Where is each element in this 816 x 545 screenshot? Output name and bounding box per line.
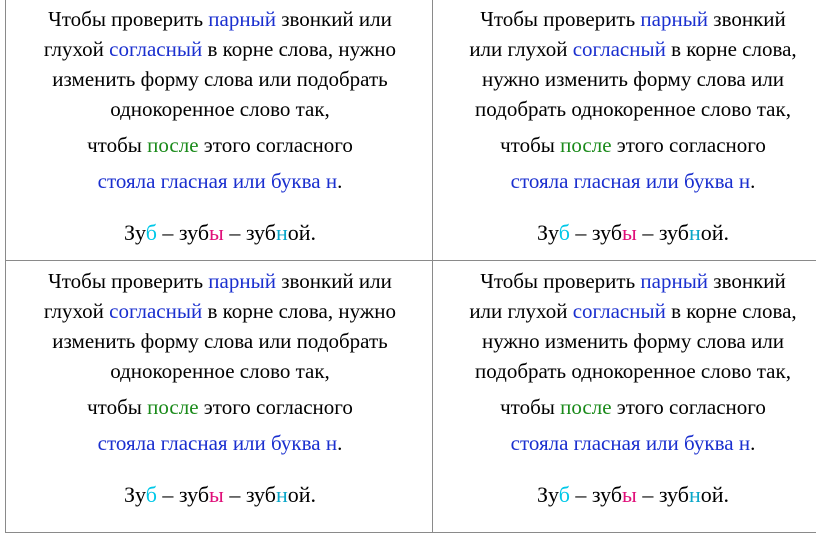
example-part: ой.: [287, 220, 317, 245]
rule-line-2: [5, 296, 435, 326]
rule-line-2: [418, 34, 816, 64]
text: Чтобы проверить: [48, 269, 209, 293]
highlight-vowel: стояла гласная или буква н: [97, 431, 338, 455]
rule-line-6: [5, 166, 435, 196]
text: .: [750, 169, 756, 193]
example-consonant: б: [558, 220, 570, 245]
rule-line-3: нужно изменить форму слова или: [481, 329, 785, 353]
example-consonant: б: [145, 220, 157, 245]
example-part: – зуб: [569, 220, 623, 245]
example-letter-n: н: [688, 482, 701, 507]
highlight-vowel: стояла гласная или буква н: [510, 169, 751, 193]
text: этого согласного: [611, 133, 766, 157]
rule-line-4: однокоренное слово так,: [110, 359, 330, 383]
highlight-after: после: [147, 133, 199, 157]
highlight-paired: парный: [640, 7, 709, 31]
rule-line-2: [5, 34, 435, 64]
text: Чтобы проверить: [480, 7, 641, 31]
text: в корне слова, нужно: [202, 299, 397, 323]
rule-line-4: однокоренное слово так,: [110, 97, 330, 121]
example-part: – зуб: [223, 482, 276, 507]
text: глухой: [43, 299, 110, 323]
rule-line-2: [418, 296, 816, 326]
text: чтобы: [87, 133, 148, 157]
text: в корне слова,: [665, 299, 797, 323]
text: .: [750, 431, 756, 455]
rule-line-3: нужно изменить форму слова или: [481, 67, 785, 91]
example-words: [5, 480, 435, 510]
text: в корне слова, нужно: [202, 37, 397, 61]
text: звонкий или: [275, 269, 392, 293]
text: чтобы: [500, 133, 561, 157]
text: или глухой: [469, 299, 573, 323]
highlight-vowel: стояла гласная или буква н: [510, 431, 751, 455]
highlight-consonant: согласный: [572, 299, 666, 323]
highlight-vowel: стояла гласная или буква н: [97, 169, 338, 193]
highlight-consonant: согласный: [109, 299, 203, 323]
example-letter-n: н: [275, 220, 288, 245]
rule-card: [5, 266, 435, 510]
rule-line-1: [5, 4, 435, 34]
rule-card: [418, 266, 816, 510]
text: чтобы: [500, 395, 561, 419]
text: Чтобы проверить: [48, 7, 209, 31]
text: звонкий: [708, 269, 786, 293]
example-part: – зуб: [569, 482, 623, 507]
text: чтобы: [87, 395, 148, 419]
example-words: [418, 480, 816, 510]
row-divider: [5, 260, 816, 261]
rule-line-5: [5, 130, 435, 160]
rule-line-5: [418, 130, 816, 160]
example-part: – зуб: [156, 220, 210, 245]
example-part: – зуб: [636, 220, 689, 245]
highlight-after: после: [560, 395, 612, 419]
rule-line-4: подобрать однокоренное слово так,: [475, 97, 791, 121]
rule-line-6: [418, 428, 816, 458]
text: Чтобы проверить: [480, 269, 641, 293]
example-part: – зуб: [156, 482, 210, 507]
text: глухой: [43, 37, 110, 61]
example-vowel: ы: [209, 220, 224, 245]
highlight-after: после: [560, 133, 612, 157]
text: или глухой: [469, 37, 573, 61]
text: .: [337, 169, 343, 193]
text: звонкий или: [275, 7, 392, 31]
rule-line-4: подобрать однокоренное слово так,: [475, 359, 791, 383]
example-vowel: ы: [622, 220, 637, 245]
rule-line-1: [418, 4, 816, 34]
example-consonant: б: [558, 482, 570, 507]
text: этого согласного: [198, 395, 353, 419]
example-part: ой.: [700, 482, 730, 507]
text: звонкий: [708, 7, 786, 31]
example-part: Зу: [536, 220, 559, 245]
example-words: [418, 218, 816, 248]
text: .: [337, 431, 343, 455]
example-letter-n: н: [275, 482, 288, 507]
rule-line-3: изменить форму слова или подобрать: [52, 67, 388, 91]
highlight-consonant: согласный: [109, 37, 203, 61]
rule-card: [418, 4, 816, 248]
rule-line-5: [5, 392, 435, 422]
rule-line-6: [418, 166, 816, 196]
example-part: Зу: [123, 220, 146, 245]
rule-line-1: [418, 266, 816, 296]
example-part: ой.: [287, 482, 317, 507]
text: этого согласного: [198, 133, 353, 157]
example-vowel: ы: [209, 482, 224, 507]
example-part: ой.: [700, 220, 730, 245]
example-part: Зу: [123, 482, 146, 507]
example-vowel: ы: [622, 482, 637, 507]
highlight-paired: парный: [208, 7, 276, 31]
rule-line-1: [5, 266, 435, 296]
example-letter-n: н: [688, 220, 701, 245]
highlight-paired: парный: [208, 269, 276, 293]
text: этого согласного: [611, 395, 766, 419]
rule-card: [5, 4, 435, 248]
example-part: – зуб: [223, 220, 276, 245]
example-part: Зу: [536, 482, 559, 507]
highlight-paired: парный: [640, 269, 709, 293]
text: в корне слова,: [665, 37, 797, 61]
rule-line-5: [418, 392, 816, 422]
example-part: – зуб: [636, 482, 689, 507]
highlight-consonant: согласный: [572, 37, 666, 61]
rule-line-6: [5, 428, 435, 458]
example-words: [5, 218, 435, 248]
example-consonant: б: [145, 482, 157, 507]
highlight-after: после: [147, 395, 199, 419]
rule-line-3: изменить форму слова или подобрать: [52, 329, 388, 353]
